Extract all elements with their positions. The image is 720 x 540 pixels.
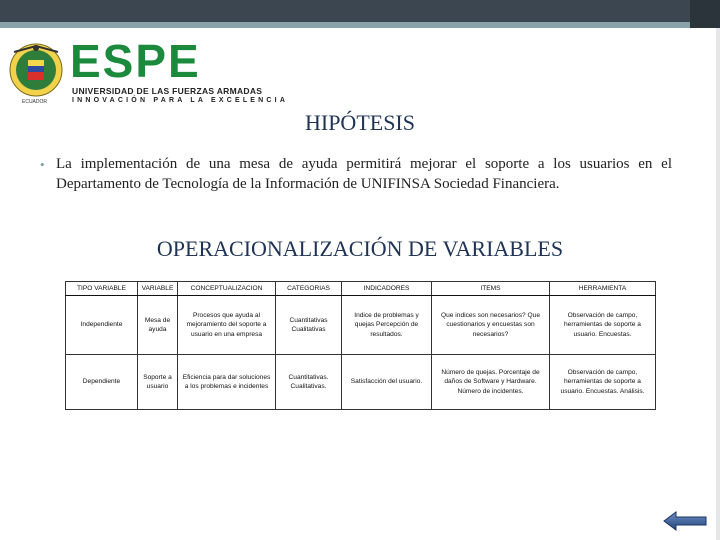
seal-caption: ECUADOR: [22, 99, 48, 105]
table-cell: Procesos que ayuda al mejoramiento del soporte a usuario en una empresa: [178, 296, 276, 355]
header-cell: CONCEPTUALIZACION: [178, 282, 276, 296]
table-cell: Soporte a usuario: [138, 355, 178, 410]
table-cell: Independiente: [66, 296, 138, 355]
table-cell: Dependiente: [66, 355, 138, 410]
section-heading: OPERACIONALIZACIÓN DE VARIABLES: [156, 236, 564, 261]
header-cell: HERRAMIENTA: [550, 282, 656, 296]
header-cell: TIPO VARIABLE: [66, 282, 138, 296]
brand-logo-text: ESPE: [70, 35, 201, 87]
table-header-row: [66, 282, 656, 296]
top-banner-corner: [690, 0, 720, 28]
header-cell: VARIABLE: [138, 282, 178, 296]
table-row: [66, 355, 656, 410]
university-tagline: INNOVACIÓN PARA LA EXCELENCIA: [72, 97, 289, 104]
slide-title: HIPÓTESIS: [304, 110, 415, 135]
bullet-dot-icon: •: [40, 157, 45, 172]
top-banner: [0, 0, 720, 28]
top-banner-accent: [0, 22, 690, 28]
hypothesis-bullet: [40, 155, 672, 194]
header-cell: INDICADORES: [342, 282, 432, 296]
table-cell: Cuantitativas Cualitativas: [276, 296, 342, 355]
header-cell: CATEGORIAS: [276, 282, 342, 296]
table-cell: Observación de campo, herramientas de soporte a usuario. Encuestas. Análisis.: [550, 355, 656, 410]
hypothesis-text: La implementación de una mesa de ayuda permitirá mejorar el soporte a los usuarios en el Departamento de Tecnología de la Información de UNIFINSA Sociedad Financiera.: [56, 156, 672, 192]
university-name: UNIVERSIDAD DE LAS FUERZAS ARMADAS: [72, 86, 263, 96]
table-cell: Número de quejas. Porcentaje de daños de Software y Hardware. Número de incidentes.: [432, 355, 550, 410]
table-cell: Satisfacción del usuario.: [342, 355, 432, 410]
table-cell: Indice de problemas y quejas Percepción de resultados.: [342, 296, 432, 355]
table-row: [66, 296, 656, 355]
back-arrow-icon[interactable]: [662, 510, 708, 532]
top-banner-dark: [0, 0, 720, 22]
table-cell: Observación de campo, herramientas de soporte a usuario. Encuestas.: [550, 296, 656, 355]
right-edge-strip: [716, 28, 720, 540]
table-cell: Mesa de ayuda: [138, 296, 178, 355]
header-cell: ITEMS: [432, 282, 550, 296]
table-cell: Eficiencia para dar soluciones a los problemas e incidentes: [178, 355, 276, 410]
table-cell: Cuantitativas. Cualitativas.: [276, 355, 342, 410]
table-cell: Que indices son necesarios? Que cuestionarios y encuestas son necesarios?: [432, 296, 550, 355]
university-seal-icon: [6, 40, 66, 106]
variables-table: [65, 281, 656, 410]
